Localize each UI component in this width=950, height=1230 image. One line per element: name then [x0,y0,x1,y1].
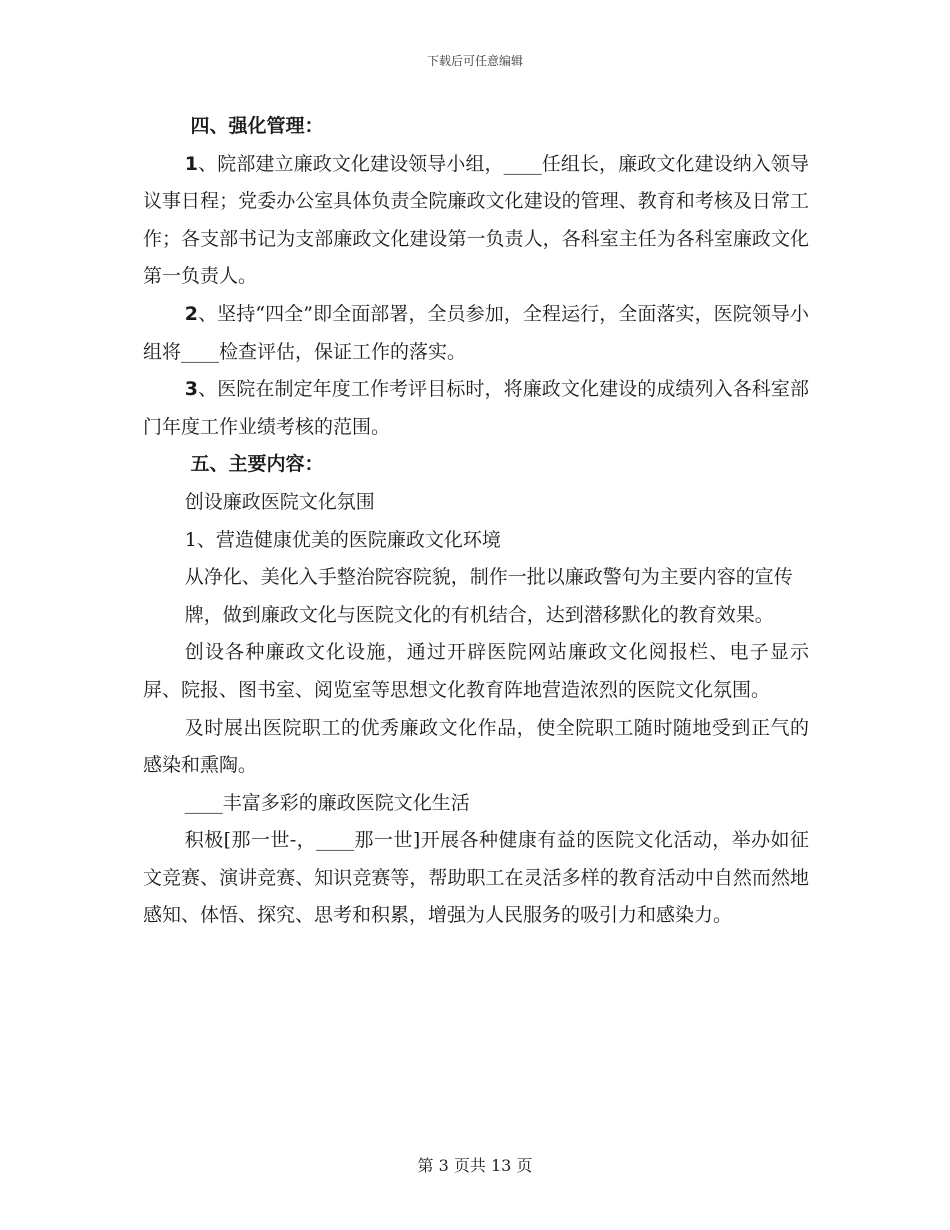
paragraph: 积极[那一世-，____那一世]开展各种健康有益的医院文化活动，举办如征文竞赛、演讲竞赛、知识竞赛等，帮助职工在灵活多样的教育活动中自然而然地感知、体悟、探究、思考和积累，增强为人民服务的吸引力和感染力。 [143,829,809,927]
paragraph: 牌，做到廉政文化与医院文化的有机结合，达到潜移默化的教育效果。 [184,603,774,626]
paragraph-text: 、院部建立廉政文化建设领导小组，____任组长，廉政文化建设纳入领导议事日程；党委办公室具体负责全院廉政文化建设的管理、教育和考核及日常工作；各支部书记为支部廉政文化建设第一负责人，各科室主任为各科室廉政文化第一负责人。 [143,152,809,288]
item-number: 1 [184,152,199,175]
section-heading: 四、强化管理： [190,115,324,137]
paragraph [143,371,809,446]
section-heading: 五、主要内容： [190,453,324,476]
paragraph: ____丰富多彩的廉政医院文化生活 [184,791,470,814]
paragraph [143,296,809,371]
paragraph: 创设各种廉政文化设施，通过开辟医院网站廉政文化阅报栏、电子显示屏、院报、图书室、阅览室等思想文化教育阵地营造浓烈的医院文化氛围。 [143,641,809,701]
paragraph: 1、营造健康优美的医院廉政文化环境 [184,528,501,551]
paragraph: 及时展出医院职工的优秀廉政文化作品，使全院职工随时随地受到正气的感染和熏陶。 [143,716,809,777]
paragraph [143,146,809,296]
paragraph: 从净化、美化入手整治院容院貌，制作一批以廉政警句为主要内容的宣传 [184,566,793,589]
item-number: 2 [184,302,199,325]
document-body [143,108,809,935]
item-number: 3 [184,378,199,401]
page-footer: 第 3 页共 13 页 [417,1156,533,1175]
paragraph-text: 、医院在制定年度工作考评目标时，将廉政文化建设的成绩列入各科室部门年度工作业绩考核的范围。 [143,378,809,438]
paragraph: 创设廉政医院文化氛围 [184,490,375,513]
page-header: 下载后可任意编辑 [426,54,523,68]
paragraph-text: 、坚持“四全”即全面部署，全员参加，全程运行，全面落实，医院领导小组将____检查评估，保证工作的落实。 [143,302,809,363]
